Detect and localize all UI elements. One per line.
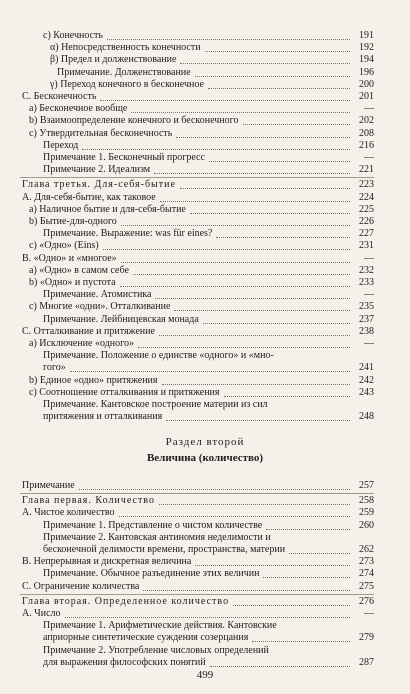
toc-entry[interactable]: [0, 581, 410, 593]
toc-entry-page: 223: [359, 179, 374, 191]
toc-entry-title: Примечание. Положение о единстве «одного» и «мно-: [43, 350, 274, 362]
toc-entry[interactable]: [0, 532, 410, 544]
toc-entry-title: для выражения философских понятий: [43, 656, 206, 668]
toc-entry[interactable]: [0, 301, 410, 313]
toc-leader-dots: [138, 346, 350, 348]
toc-entry[interactable]: [0, 277, 410, 289]
toc-entry[interactable]: [0, 480, 410, 492]
toc-entry-page: —: [364, 252, 374, 264]
toc-entry-title: с) Многие «одни». Отталкивание: [29, 301, 171, 313]
toc-leader-dots: [216, 236, 350, 238]
toc-entry[interactable]: [0, 520, 410, 532]
toc-entry-page: 257: [359, 480, 374, 491]
toc-leader-dots: [70, 370, 350, 372]
toc-leader-dots: [166, 419, 350, 421]
toc-entry-page: 208: [359, 127, 374, 139]
toc-entry-title: С. Отталкивание и притяжение: [22, 325, 155, 337]
toc-entry-page: 202: [359, 115, 374, 127]
toc-entry[interactable]: [0, 362, 410, 374]
toc-entry-page: 227: [359, 228, 374, 240]
toc-entry[interactable]: [0, 657, 410, 669]
toc-entry-page: 237: [359, 313, 374, 325]
toc-entry-title: Примечание 2. Идеализм: [43, 164, 151, 176]
toc-entry-title: Примечание. Лейбницевская монада: [43, 313, 199, 325]
footer-page-number: 499: [196, 669, 214, 681]
toc-entry-page: 235: [359, 301, 374, 313]
toc-leader-dots: [205, 50, 350, 52]
section-rule: [20, 594, 374, 595]
toc-entry-title: Глава первая. Количество: [22, 495, 155, 507]
toc-entry-title: b) Взаимоопределение конечного и бесконечного: [29, 115, 239, 127]
toc-entry-title: С. Ограничение количества: [22, 580, 140, 592]
toc-entry-page: —: [364, 152, 374, 163]
toc-entry-page: 276: [359, 595, 374, 607]
toc-entry-title: А. Для-себя-бытие, как таковое: [22, 191, 156, 203]
toc-entry[interactable]: [0, 620, 410, 632]
toc-entry-page: 238: [359, 325, 374, 337]
toc-entry-title: Глава третья. Для-себя-бытие: [22, 179, 176, 191]
toc-entry-title: с) Соотношение отталкивания и притяжения: [29, 386, 220, 398]
toc-entry-page: 274: [359, 568, 374, 580]
toc-entry-page: 258: [359, 495, 374, 507]
toc-entry[interactable]: [0, 79, 410, 91]
toc-leader-dots: [160, 200, 350, 202]
toc-entry-title: притяжения и отталкивания: [43, 411, 163, 423]
toc-entry[interactable]: [0, 192, 410, 204]
toc-entry-page: 248: [359, 411, 374, 423]
toc-leader-dots: [107, 38, 350, 40]
toc-entry-page: 233: [359, 277, 374, 288]
toc-leader-dots: [79, 488, 350, 490]
toc-entry-page: 260: [359, 519, 374, 531]
toc-entry[interactable]: [0, 265, 410, 277]
toc-leader-dots: [180, 187, 350, 189]
toc-entry-title: Примечание 2. Употребление числовых определений: [43, 644, 269, 656]
toc-leader-dots: [159, 334, 350, 336]
toc-leader-dots: [180, 62, 350, 64]
toc-entry[interactable]: [0, 375, 410, 387]
toc-entry[interactable]: [0, 411, 410, 423]
toc-entry-page: 232: [359, 264, 374, 276]
toc-entry-title: А. Чистое количество: [22, 507, 115, 519]
toc-leader-dots: [159, 503, 350, 505]
toc-entry-page: —: [364, 103, 374, 115]
toc-entry-page: 225: [359, 203, 374, 215]
toc-entry-page: 192: [359, 42, 374, 54]
toc-entry[interactable]: [0, 103, 410, 115]
toc-entry-title: а) Исключение «одного»: [29, 338, 134, 349]
toc-leader-dots: [65, 616, 350, 618]
toc-entry-page: 279: [359, 632, 374, 644]
toc-leader-dots: [121, 224, 350, 226]
toc-entry[interactable]: [0, 91, 410, 103]
toc-entry[interactable]: [0, 608, 410, 620]
toc-entry-page: 243: [359, 386, 374, 398]
toc-entry[interactable]: [0, 54, 410, 66]
toc-entry-title: Примечание. Кантовское построение материи из сил: [43, 399, 268, 410]
toc-entry-page: 262: [359, 544, 374, 555]
toc-entry-title: а) «Одно» в самом себе: [29, 264, 129, 276]
toc-leader-dots: [174, 309, 350, 311]
toc-leader-dots: [121, 261, 350, 263]
toc-entry-title: b) Бытие-для-одного: [29, 216, 117, 227]
toc-entry-title: γ) Переход конечного в бесконечное: [50, 78, 204, 90]
toc-entry-page: 242: [359, 374, 374, 386]
toc-entry-title: Примечание 1. Арифметические действия. Кантовские: [43, 620, 277, 632]
toc-entry-page: —: [364, 608, 374, 619]
section-rule: [20, 177, 374, 178]
toc-entry-title: Примечание. Выражение: was für eines?: [43, 228, 213, 240]
toc-entry-page: 224: [359, 191, 374, 203]
toc-entry[interactable]: [0, 544, 410, 556]
toc-entry[interactable]: [0, 128, 410, 140]
toc-entry-title: α) Непосредственность конечности: [50, 42, 201, 54]
toc-entry-page: 275: [359, 580, 374, 592]
toc-leader-dots: [233, 604, 350, 606]
toc-entry[interactable]: [0, 314, 410, 326]
toc-leader-dots: [195, 564, 350, 566]
toc-leader-dots: [100, 99, 350, 101]
toc-leader-dots: [120, 285, 350, 287]
toc-entry-title: В. Непрерывная и дискретная величина: [22, 556, 192, 568]
toc-entry[interactable]: [0, 216, 410, 228]
toc-entry[interactable]: [0, 228, 410, 240]
toc-leader-dots: [195, 75, 350, 77]
toc-entry-page: 259: [359, 507, 374, 519]
toc-entry-page: 201: [359, 91, 374, 102]
toc-entry[interactable]: [0, 204, 410, 216]
toc-entry[interactable]: [0, 632, 410, 644]
toc-entry-title: Примечание. Атомистика: [43, 289, 152, 301]
toc-leader-dots: [266, 528, 350, 530]
toc-entry-page: 241: [359, 362, 374, 374]
toc-entry-title: Примечание 2. Кантовская антиномия неделимости и: [43, 531, 271, 543]
toc-entry-title: b) «Одно» и пустота: [29, 277, 116, 288]
toc-entry[interactable]: [0, 179, 410, 191]
toc-entry-title: В. «Одно» и «многое»: [22, 252, 117, 264]
toc-entry-title: а) Наличное бытие и для-себя-бытие: [29, 203, 186, 215]
toc-entry-title: а) Бесконечное вообще: [29, 103, 128, 115]
toc-entry-title: Примечание 1. Бесконечный прогресс: [43, 152, 205, 163]
toc-entry[interactable]: [0, 240, 410, 252]
toc-entry-title: априорные синтетические суждения созерцания: [43, 632, 249, 644]
toc-leader-dots: [224, 395, 350, 397]
toc-entry-title: Примечание: [22, 480, 75, 491]
toc-entry[interactable]: [0, 115, 410, 127]
toc-leader-dots: [252, 640, 350, 642]
toc-entry-page: 191: [359, 30, 374, 41]
toc-entry[interactable]: [0, 645, 410, 657]
toc-entry-title: Примечание 1. Представление о чистом количестве: [43, 519, 263, 531]
toc-entry-page: —: [364, 338, 374, 349]
toc-entry-title: гого»: [43, 362, 66, 374]
toc-entry-page: 226: [359, 216, 374, 227]
section-rule: [20, 493, 374, 494]
toc-leader-dots: [289, 552, 350, 554]
toc-entry-page: 273: [359, 556, 374, 568]
toc-entry[interactable]: [0, 399, 410, 411]
toc-entry-page: 200: [359, 78, 374, 90]
toc-entry-page: 216: [359, 139, 374, 151]
section-subheading: Величина (количество): [146, 452, 264, 464]
toc-entry[interactable]: [0, 495, 410, 507]
toc-entry-page: —: [364, 289, 374, 301]
toc-entry[interactable]: [0, 568, 410, 580]
toc-leader-dots: [243, 123, 350, 125]
toc-entry-title: Глава вторая. Определенное количество: [22, 595, 230, 607]
toc-leader-dots: [209, 160, 350, 162]
toc-leader-dots: [190, 212, 350, 214]
toc-entry-title: Примечание. Долженствование: [57, 66, 191, 78]
toc-leader-dots: [210, 665, 350, 667]
toc-leader-dots: [103, 248, 350, 250]
toc-entry[interactable]: [0, 67, 410, 79]
toc-leader-dots: [263, 576, 350, 578]
toc-entry[interactable]: [0, 253, 410, 265]
toc-entry-page: 231: [359, 240, 374, 252]
toc-entry-title: c) Конечность: [43, 30, 103, 41]
section-heading: Раздел второй: [165, 436, 245, 448]
toc-entry-page: 194: [359, 54, 374, 66]
toc-entry-title: С. Бесконечность: [22, 91, 97, 102]
toc-entry-page: 287: [359, 656, 374, 668]
toc-entry[interactable]: [0, 42, 410, 54]
toc-entry-title: β) Предел и долженствование: [50, 54, 177, 66]
toc-entry[interactable]: [0, 164, 410, 176]
toc-entry[interactable]: [0, 556, 410, 568]
toc-leader-dots: [154, 172, 350, 174]
toc-entry-title: А. Число: [22, 608, 61, 619]
toc-entry[interactable]: [0, 338, 410, 350]
toc-entry[interactable]: [0, 507, 410, 519]
toc-entry[interactable]: [0, 152, 410, 164]
toc-entry[interactable]: [0, 350, 410, 362]
toc-leader-dots: [203, 322, 350, 324]
toc-leader-dots: [162, 383, 350, 385]
toc-entry-title: Примечание. Обычное разъединение этих величин: [43, 568, 260, 580]
toc-entry-title: с) Утвердительная бесконечность: [29, 127, 173, 139]
toc-leader-dots: [208, 87, 350, 89]
toc-leader-dots: [176, 136, 350, 138]
toc-entry-title: бесконечной делимости времени, пространства, материи: [43, 544, 286, 555]
toc-entry-page: 196: [359, 66, 374, 78]
toc-entry-page: 221: [359, 164, 374, 176]
toc-entry-title: с) «Одно» (Eins): [29, 240, 99, 252]
toc-entry[interactable]: [0, 140, 410, 152]
toc-entry[interactable]: [0, 30, 410, 42]
toc-entry[interactable]: [0, 289, 410, 301]
toc-entry-title: Переход: [43, 139, 79, 151]
toc-leader-dots: [119, 515, 350, 517]
toc-leader-dots: [155, 297, 350, 299]
toc-leader-dots: [143, 589, 350, 591]
toc-leader-dots: [131, 111, 350, 113]
toc-entry[interactable]: [0, 387, 410, 399]
toc-leader-dots: [82, 148, 350, 150]
toc-entry[interactable]: [0, 596, 410, 608]
toc-leader-dots: [133, 273, 350, 275]
toc-entry-title: b) Единое «одно» притяжения: [29, 374, 158, 386]
toc-entry[interactable]: [0, 326, 410, 338]
